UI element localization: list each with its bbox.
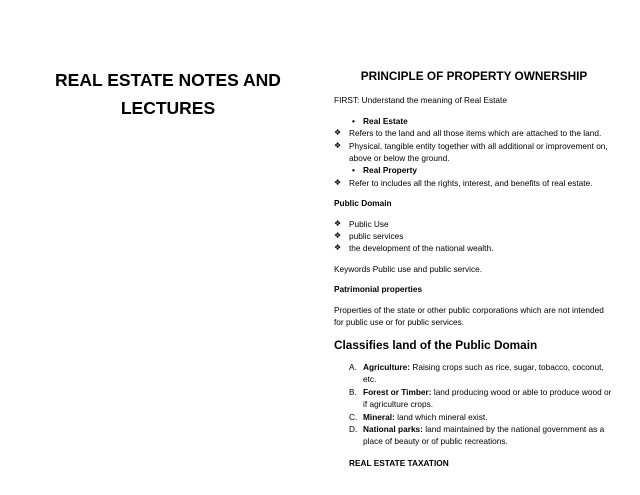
classification-item <box>334 386 614 411</box>
diamond-bullet-icon: ❖ <box>334 140 342 150</box>
public-domain-label: Public Domain <box>334 198 392 209</box>
list-item <box>334 230 614 242</box>
item-text: Raising crops such as rice, sugar, tobacco, coconut, etc. <box>363 361 604 385</box>
intro-text: FIRST: Understand the meaning of Real Estate <box>334 95 507 106</box>
keywords-text: Keywords Public use and public service. <box>334 263 483 274</box>
page-heading: PRINCIPLE OF PROPERTY OWNERSHIP <box>360 69 588 83</box>
list-item-text: Refer to includes all the rights, interest, and benefits of real estate. <box>349 177 593 188</box>
item-text: land producing wood or able to produce wood or if agriculture crops. <box>363 386 612 410</box>
list-item-text: Public Use <box>349 218 389 229</box>
list-item <box>334 140 614 165</box>
patrimonial-label: Patrimonial properties <box>334 284 423 295</box>
list-item <box>334 242 614 254</box>
classification-item <box>334 423 614 448</box>
item-label: Agriculture: <box>363 361 411 372</box>
item-text: land maintained by the national government as a place of beauty or of public recreations. <box>363 423 605 447</box>
diamond-bullet-icon: ❖ <box>334 218 342 228</box>
bullet-dot-icon: • <box>352 165 355 176</box>
bullet-label: Real Estate <box>363 115 408 126</box>
title-line-2: LECTURES <box>120 98 216 118</box>
list-item <box>334 177 614 189</box>
classification-item <box>334 411 614 423</box>
diamond-bullet-icon: ❖ <box>334 231 342 241</box>
diamond-bullet-icon: ❖ <box>334 243 342 253</box>
taxation-heading: REAL ESTATE TAXATION <box>349 457 449 468</box>
item-letter: B. <box>349 386 357 397</box>
item-letter: D. <box>349 423 358 434</box>
item-label: National parks: <box>363 423 423 434</box>
bullet-real-property <box>334 164 614 176</box>
diamond-bullet-icon: ❖ <box>334 128 342 138</box>
item-label: Mineral: <box>363 411 395 422</box>
notes-column <box>334 70 614 469</box>
item-text: land which mineral exist. <box>394 411 488 422</box>
classification-item <box>334 361 614 386</box>
list-item-text: the development of the national wealth. <box>349 243 494 254</box>
bullet-dot-icon: • <box>352 115 355 126</box>
list-item <box>334 218 614 230</box>
list-item <box>334 127 614 139</box>
bullet-real-estate <box>334 115 614 127</box>
list-item-text: public services <box>349 231 404 242</box>
item-label: Forest or Timber: <box>363 386 432 397</box>
bullet-label: Real Property <box>363 165 417 176</box>
classifies-heading: Classifies land of the Public Domain <box>334 337 538 352</box>
patrimonial-text: Properties of the state or other public corporations which are not intended for public use or for public services. <box>334 304 604 328</box>
item-letter: A. <box>349 361 357 372</box>
document-title <box>50 66 286 122</box>
item-letter: C. <box>349 411 358 422</box>
diamond-bullet-icon: ❖ <box>334 177 342 187</box>
title-line-1: REAL ESTATE NOTES AND <box>55 70 281 90</box>
list-item-text: Refers to the land and all those items which are attached to the land. <box>349 128 602 139</box>
list-item-text: Physical, tangible entity together with all additional or improvement on, above or below the ground. <box>349 140 608 164</box>
